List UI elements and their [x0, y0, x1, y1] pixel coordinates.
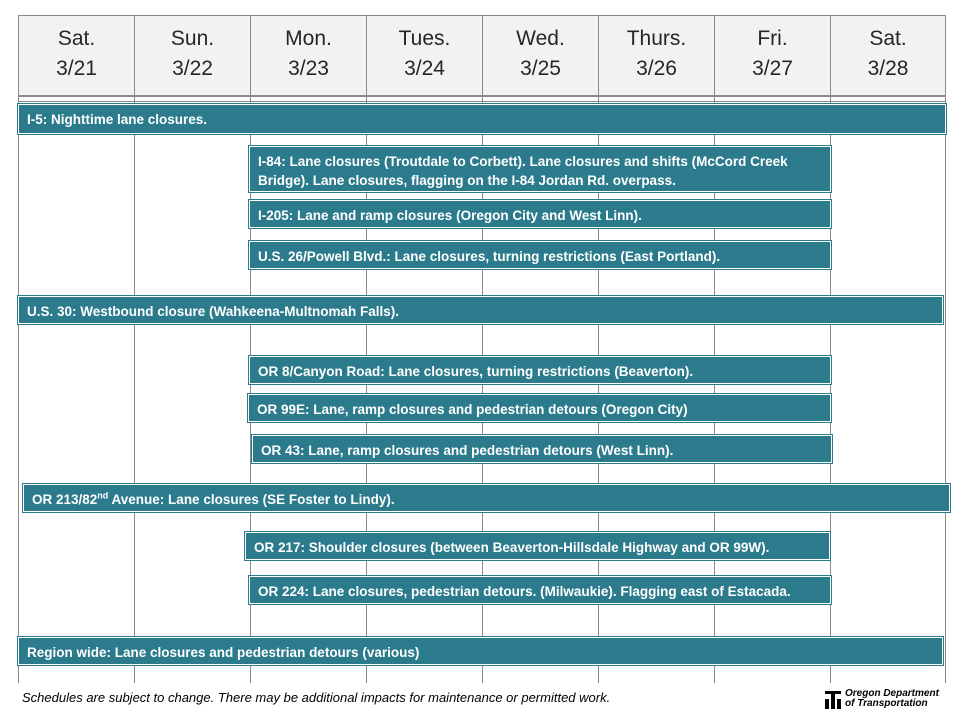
closure-bar-us30: [18, 296, 943, 324]
closure-text: I-5: Nighttime lane closures.: [27, 112, 208, 127]
closure-bar-or43: [252, 435, 832, 463]
day-date: 3/21: [56, 57, 97, 80]
closure-text: I-84: Lane closures (Troutdale to Corbett). Lane closures and shifts (McCord Creek Bridge). Lane closures, flagging on the I-84 Jordan Rd. overpass.: [258, 154, 788, 188]
closure-text: I-205: Lane and ramp closures (Oregon City and West Linn).: [258, 208, 642, 223]
day-header: [830, 15, 946, 95]
closure-text: [32, 492, 395, 507]
closure-text: U.S. 26/Powell Blvd.: Lane closures, turning restrictions (East Portland).: [258, 249, 721, 264]
day-name: Tues.: [398, 27, 451, 50]
day-name: Sat.: [869, 27, 907, 50]
closure-bar-region-wide: [18, 637, 943, 665]
closure-text-part: Avenue: Lane closures (SE Foster to Lindy).: [108, 492, 395, 507]
odot-logo: [824, 689, 944, 713]
closure-text: OR 217: Shoulder closures (between Beaverton-Hillsdale Highway and OR 99W).: [254, 540, 770, 555]
closure-text: U.S. 30: Westbound closure (Wahkeena-Multnomah Falls).: [27, 304, 400, 319]
closure-bar-or213: [23, 484, 950, 512]
day-date: 3/26: [636, 57, 677, 80]
day-header: [134, 15, 250, 95]
logo-line: Oregon Department: [845, 688, 939, 699]
day-header: [482, 15, 598, 95]
closure-bar-or224: [249, 576, 831, 604]
closure-bar-i84: [249, 146, 831, 192]
day-name: Fri.: [757, 27, 788, 50]
day-date: 3/27: [752, 57, 793, 80]
closure-text-part: OR 213/82: [32, 492, 98, 507]
closure-bar-or99e: [248, 394, 831, 422]
day-name: Thurs.: [626, 27, 687, 50]
day-header: [18, 15, 134, 95]
closure-bar-us26: [249, 241, 831, 269]
day-date: 3/24: [404, 57, 445, 80]
day-name: Mon.: [285, 27, 332, 50]
day-name: Wed.: [516, 27, 565, 50]
day-date: 3/22: [172, 57, 213, 80]
closure-text: OR 224: Lane closures, pedestrian detours. (Milwaukie). Flagging east of Estacada.: [258, 584, 791, 599]
odot-logo-icon: [824, 690, 842, 710]
day-date: 3/23: [288, 57, 329, 80]
closure-bar-or217: [245, 532, 830, 560]
day-name: Sat.: [57, 27, 96, 50]
ordinal-suffix: nd: [97, 490, 109, 501]
closure-bar-i205: [249, 200, 831, 228]
closure-bar-i5: [18, 104, 946, 134]
logo-line: of Transportation: [845, 698, 928, 709]
logo-wordmark: [845, 689, 939, 709]
closure-bar-or8: [249, 356, 831, 384]
day-header: [250, 15, 366, 95]
day-header: [714, 15, 830, 95]
closure-text: OR 8/Canyon Road: Lane closures, turning restrictions (Beaverton).: [258, 364, 694, 379]
day-name: Sun.: [170, 27, 215, 50]
day-date: 3/25: [520, 57, 561, 80]
schedule-disclaimer: Schedules are subject to change. There may be additional impacts for maintenance or permitted work.: [22, 690, 611, 705]
closure-text: Region wide: Lane closures and pedestrian detours (various): [27, 645, 420, 660]
day-header: [366, 15, 482, 95]
day-date: 3/28: [867, 57, 909, 80]
closure-text: OR 99E: Lane, ramp closures and pedestrian detours (Oregon City): [257, 402, 688, 417]
grid-divider: [18, 101, 946, 102]
header-divider: [18, 95, 946, 97]
day-header: [598, 15, 714, 95]
closure-text: OR 43: Lane, ramp closures and pedestrian detours (West Linn).: [261, 443, 674, 458]
